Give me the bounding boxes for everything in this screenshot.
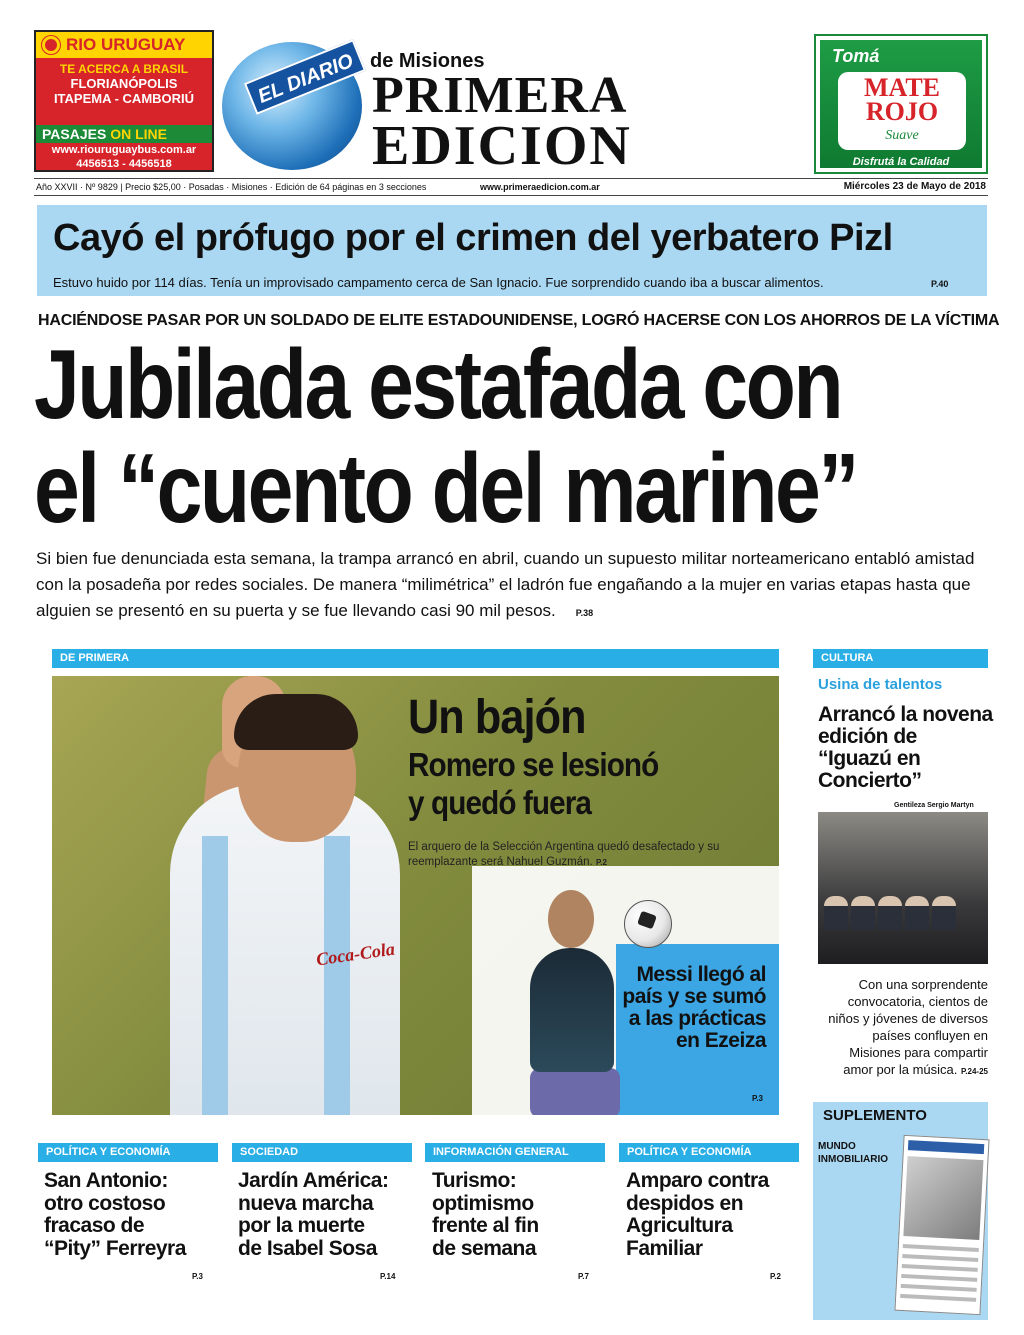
section-tag-cultura: CULTURA [813,649,988,668]
cover-masthead-bar [908,1140,984,1154]
de-primera-photo[interactable] [52,676,779,1115]
jersey-stripe [324,836,350,1115]
story-line: por la muerte [238,1214,365,1237]
mate-rojo-toma: Tomá [832,46,880,66]
suplemento-name-line-1: MUNDO [818,1141,856,1152]
story-line: Turismo: [432,1169,517,1192]
story-line: Agricultura [626,1214,733,1237]
rio-uruguay-brand: RIO URUGUAY [66,35,186,54]
musician-figure [851,896,875,930]
musician-figure [905,896,929,930]
story-line: nueva marcha [238,1191,374,1215]
de-primera-body-text: El arquero de la Selección Argentina quedó desafectado y su reemplazante será Nahuel Guzmán. [408,841,720,868]
musician-figure [932,896,956,930]
story-line: Amparo contra [626,1169,769,1192]
story-san-antonio[interactable] [44,1170,186,1260]
soccer-ball-icon [624,900,672,948]
rojo-word: ROJO [865,97,939,126]
jersey-stripe [202,836,228,1115]
ad-phones: 4456513 - 4456518 [76,158,172,170]
musician-figure [824,896,848,930]
cover-text-line [903,1244,979,1252]
cover-text-line [902,1264,978,1272]
de-primera-page: P.2 [595,858,607,867]
main-story-lead-text: Si bien fue denunciada esta semana, la trampa arrancó en abril, cuando un supuesto militar norteamericano entabló amistad con la posadeña por redes sociales. De manera “milimétrica” el ladrón fue engañando a la mujer en varias etapas hasta que alguien se presentó en su puerta y se fue llevando casi 90 mil pesos. [36,549,975,620]
cultura-page: P.24-25 [961,1067,988,1076]
cover-image [903,1156,983,1240]
masthead-de-misiones: de Misiones [370,50,485,72]
section-tag-informacion-general: INFORMACIÓN GENERAL [425,1143,605,1162]
story-turismo[interactable] [432,1170,539,1260]
main-headline-line-2: el “cuento del marine” [34,433,857,543]
ad-line-3: ITAPEMA - CAMBORIÚ [53,91,195,106]
mate-word: MATE [863,73,941,102]
story-line: otro costoso [44,1191,166,1215]
main-story-lead [36,546,996,624]
story-page: P.14 [380,1272,396,1281]
story-line: frente al fin [432,1214,539,1237]
section-tag-politica-1: POLÍTICA Y ECONOMÍA [38,1143,218,1162]
story-line: de semana [432,1236,537,1260]
story-amparo[interactable] [626,1170,769,1260]
mate-rojo-suave: Suave [885,128,919,143]
cultura-subtitle: Usina de talentos [818,676,943,693]
cultura-body-text: Con una sorprendente convocatoria, cientos de niños y jóvenes de diversos países confluyen en Misiones para compartir amor por la música. [828,977,988,1077]
story-page: P.3 [192,1272,203,1281]
messi-legs [530,1068,620,1115]
rio-uruguay-logo-icon [42,36,60,54]
suplemento-title: SUPLEMENTO [823,1107,927,1124]
website-link[interactable]: www.primeraedicion.com.ar [480,182,600,192]
ad-line-2: FLORIANÓPOLIS [70,76,178,91]
rio-uruguay-ad[interactable] [34,30,214,172]
story-page: P.7 [578,1272,589,1281]
goalkeeper-hair [234,694,358,750]
story-line: San Antonio: [44,1169,168,1192]
cultura-photo-credit: Gentileza Sergio Martyn [894,802,974,809]
mate-rojo-ad[interactable] [814,34,988,174]
ad-pasajes: PASAJES [42,126,107,142]
story-line: “Pity” Ferreyra [44,1236,186,1260]
de-primera-subtitle[interactable] [408,746,658,822]
edition-info: Año XXVII · Nº 9829 | Precio $25,00 · Posadas · Misiones · Edición de 64 páginas en 3 secciones [36,182,427,192]
mate-rojo-slogan: Disfrutá la Calidad [852,156,950,168]
story-line: Jardín América: [238,1169,389,1192]
masthead-edicion: EDICION [372,115,632,177]
main-story-headline[interactable] [34,329,857,543]
rio-uruguay-ad-header [36,32,212,58]
suplemento-box[interactable] [813,1102,988,1320]
ad-online: ON LINE [110,126,167,142]
ad-line-1: TE ACERCA A BRASIL [59,62,189,76]
messi-headline[interactable]: Messi llegó al país y se sumó a las prácticas en Ezeiza [622,963,766,1052]
top-story-headline[interactable]: Cayó el prófugo por el crimen del yerbatero Pizl [53,217,893,259]
messi-page: P.3 [752,1094,763,1103]
top-story-page: P.40 [931,279,949,289]
main-story-kicker: HACIÉNDOSE PASAR POR UN SOLDADO DE ELITE ESTADOUNIDENSE, LOGRÓ HACERSE CON LOS AHORROS DE LA VÍCTIMA [38,312,1000,329]
section-tag-politica-2: POLÍTICA Y ECONOMÍA [619,1143,799,1162]
de-primera-title[interactable]: Un bajón [408,691,586,744]
story-line: optimismo [432,1191,534,1215]
main-story-page: P.38 [575,608,594,618]
masthead-primera: PRIMERA [372,67,628,124]
messi-figure [530,948,614,1072]
main-headline-line-1: Jubilada estafada con [34,329,842,439]
de-primera-subtitle-line-1: Romero se lesionó [408,746,659,783]
musician-figure [878,896,902,930]
top-story-box[interactable] [37,205,987,296]
cover-text-line [900,1294,976,1302]
de-primera-body [408,840,748,870]
suplemento-cover-thumbnail[interactable] [894,1135,989,1315]
top-story-summary: Estuvo huido por 114 días. Tenía un improvisado campamento cerca de San Ignacio. Fue sorprendido cuando iba a buscar alimentos. [53,275,824,290]
cover-text-line [901,1284,977,1292]
ad-line-4 [36,125,212,143]
de-primera-subtitle-line-2: y quedó fuera [408,784,592,821]
cultura-headline[interactable]: Arrancó la novena edición de “Iguazú en Concierto” [818,703,993,792]
cultura-body [818,976,988,1078]
section-tag-de-primera: DE PRIMERA [52,649,779,668]
dateline [34,178,988,196]
cover-text-line [902,1254,978,1262]
cover-text-line [901,1274,977,1282]
mate-rojo-brand [838,73,966,126]
story-page: P.2 [770,1272,781,1281]
section-tag-sociedad: SOCIEDAD [232,1143,412,1162]
suplemento-name-line-2: INMOBILIARIO [818,1154,888,1165]
messi-head [548,890,594,948]
issue-date: Miércoles 23 de Mayo de 2018 [843,181,986,192]
jersey-sponsor-logo: Coca-Cola [314,938,396,970]
story-line: fracaso de [44,1214,145,1237]
musicians-row [824,896,984,938]
story-jardin-america[interactable] [238,1170,388,1260]
story-line: de Isabel Sosa [238,1236,377,1260]
el-diario-band: EL DIARIO [244,39,366,115]
story-line: despidos en [626,1191,744,1215]
suplemento-name [818,1140,888,1166]
cultura-photo[interactable] [818,812,988,964]
ad-web: www.riouruguaybus.com.ar [51,144,197,156]
story-line: Familiar [626,1236,703,1260]
